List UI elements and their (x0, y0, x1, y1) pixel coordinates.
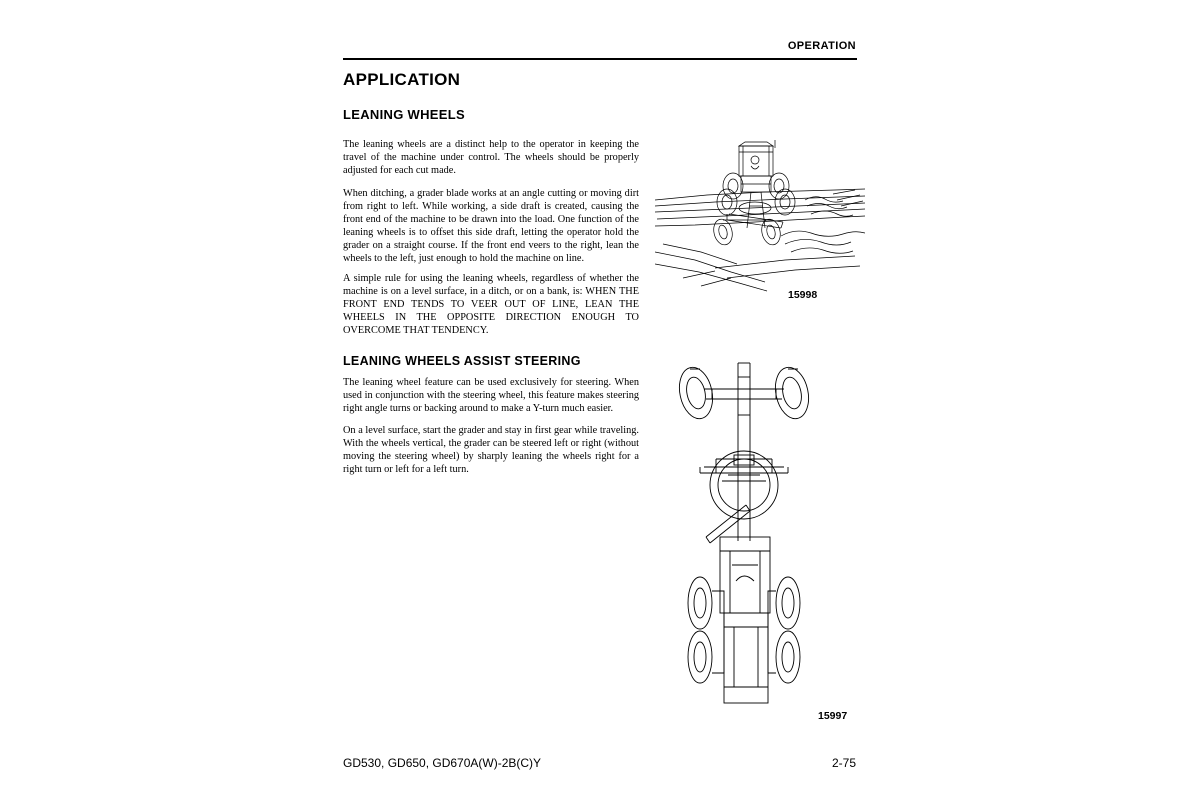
section-heading-leaning-wheels-assist-steering: LEANING WHEELS ASSIST STEERING (343, 354, 581, 368)
figure-2-caption: 15997 (818, 710, 848, 722)
section-heading-leaning-wheels: LEANING WHEELS (343, 107, 465, 122)
footer-page-number: 2-75 (831, 756, 856, 770)
paragraph-leaning-wheels-intro: The leaning wheels are a distinct help to the operator in keeping the travel of the machine under control. The wheels should be properly adjusted for each cut made. (343, 139, 639, 177)
header-divider-rule (343, 58, 857, 60)
paragraph-side-draft: When ditching, a grader blade works at an angle cutting or moving dirt from right to left. While working, a side draft is created, causing the front end of the machine to be drawn into the load. One function of the leaning wheels is to offset this side draft, letting the operator hold the grader on a straight course. If the front end veers to the right, lean the wheels to the left, just enough to hold the machine on line. (343, 188, 639, 265)
figure-grader-ditching-illustration (655, 140, 865, 297)
figure-grader-front-view-illustration (660, 355, 840, 710)
page-header-section-label: OPERATION (787, 40, 856, 52)
paragraph-simple-rule: A simple rule for using the leaning wheels, regardless of whether the machine is on a level surface, in a ditch, or on a bank, is: WHEN THE FRONT END TENDS TO VEER OUT OF LINE, LEAN THE WHEELS IN THE OPPOSITE DIRECTION ENOUGH TO OVERCOME THAT TENDENCY. (343, 273, 639, 337)
page-title: APPLICATION (343, 70, 461, 89)
figure-1-caption: 15998 (788, 289, 818, 301)
footer-model-numbers: GD530, GD650, GD670A(W)-2B(C)Y (343, 756, 542, 770)
paragraph-steering-feature: The leaning wheel feature can be used exclusively for steering. When used in conjunction with the steering wheel, this feature makes steering right angle turns or backing around to make a Y-turn much easier. (343, 377, 639, 415)
paragraph-level-surface: On a level surface, start the grader and stay in first gear while traveling. With the wheels vertical, the grader can be steered left or right (without moving the steering wheel) by sharply leaning the wheels right for a right turn or left for a left turn. (343, 425, 639, 476)
